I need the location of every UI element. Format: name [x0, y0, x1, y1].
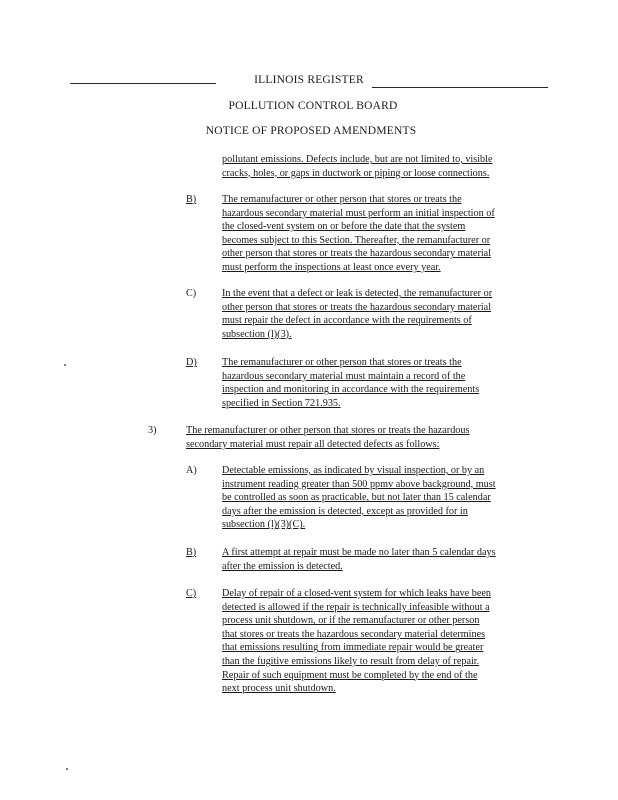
- sub-b-text: [222, 546, 552, 573]
- item-b-line: the closed-vent system on or before the date that the system: [222, 221, 466, 233]
- sub-c-line: Repair of such equipment must be completed by the end of the: [222, 669, 478, 681]
- item-c-line: subsection (l)(3).: [222, 328, 292, 340]
- sub-a-line: instrument reading greater than 500 ppmv above background, must: [222, 478, 496, 490]
- sub-c-line: next process unit shutdown.: [222, 683, 336, 695]
- item-c-line: other person that stores or treats the hazardous secondary material: [222, 301, 492, 313]
- scan-speck: [66, 768, 68, 770]
- item-d-line: inspection and monitoring in accordance with the requirements: [222, 384, 480, 396]
- sub-a-line: subsection (l)(3)(C).: [222, 519, 306, 531]
- item-d-label: D): [186, 357, 197, 368]
- sub-a-line: be controlled as soon as practicable, but not later than 15 calendar: [222, 492, 491, 504]
- register-title: ILLINOIS REGISTER: [254, 74, 364, 86]
- sub-a-text: [222, 464, 552, 532]
- header-rule-right: [372, 87, 548, 88]
- sub-c-line: than the fugitive emissions likely to result from delay of repair.: [222, 655, 480, 667]
- continuation-line: pollutant emissions. Defects include, but are not limited to, visible: [222, 154, 493, 165]
- item-d-line: specified in Section 721.935.: [222, 397, 341, 409]
- sub-c-line: that stores or treats the hazardous secondary material determines: [222, 628, 486, 640]
- item-c-line: must repair the defect in accordance with the requirements of: [222, 315, 472, 327]
- sub-c-line: detected is allowed if the repair is technically infeasible without a: [222, 601, 490, 613]
- item-d-line: hazardous secondary material must maintain a record of the: [222, 370, 466, 382]
- item-b-line: hazardous secondary material must perform an initial inspection of: [222, 207, 495, 219]
- item-c-line: In the event that a defect or leak is detected, the remanufacturer or: [222, 288, 493, 299]
- continuation-text: [222, 153, 552, 180]
- item-b-text: [222, 193, 552, 275]
- item-d-text: [222, 356, 552, 410]
- sub-c-label: C): [186, 588, 197, 599]
- sub-b-label: B): [186, 547, 197, 558]
- section-3-line: The remanufacturer or other person that stores or treats the hazardous: [186, 425, 470, 436]
- board-title: POLLUTION CONTROL BOARD: [228, 100, 398, 112]
- scan-speck: [64, 364, 66, 366]
- sub-c-text: [222, 587, 552, 696]
- item-b-line: must perform the inspections at least once every year.: [222, 261, 441, 273]
- sub-c-line: Delay of repair of a closed-vent system for which leaks have been: [222, 588, 492, 599]
- section-3-line: secondary material must repair all detected defects as follows:: [186, 438, 440, 450]
- item-c-text: [222, 287, 552, 341]
- item-c-label: C): [186, 288, 197, 299]
- sub-c-line: that emissions resulting from immediate repair would be greater: [222, 642, 484, 654]
- sub-b-line: after the emission is detected.: [222, 560, 343, 572]
- item-d-line: The remanufacturer or other person that stores or treats the: [222, 357, 462, 368]
- sub-b-line: A first attempt at repair must be made no later than 5 calendar days: [222, 547, 496, 558]
- sub-a-label: A): [186, 465, 197, 476]
- item-b-label: B): [186, 194, 197, 205]
- continuation-line: cracks, holes, or gaps in ductwork or piping or loose connections.: [222, 167, 490, 179]
- item-b-line: other person that stores or treats the hazardous secondary material: [222, 248, 492, 260]
- sub-a-line: days after the emission is detected, except as provided for in: [222, 505, 468, 517]
- sub-c-line: process unit shutdown, or if the remanufacturer or other person: [222, 615, 480, 627]
- item-b-line: The remanufacturer or other person that stores or treats the: [222, 194, 462, 205]
- notice-title: NOTICE OF PROPOSED AMENDMENTS: [205, 125, 417, 137]
- section-3-label: 3): [148, 425, 157, 436]
- sub-a-line: Detectable emissions, as indicated by visual inspection, or by an: [222, 465, 485, 476]
- section-3-text: [186, 424, 552, 451]
- item-b-line: becomes subject to this Section. Thereafter, the remanufacturer or: [222, 234, 491, 246]
